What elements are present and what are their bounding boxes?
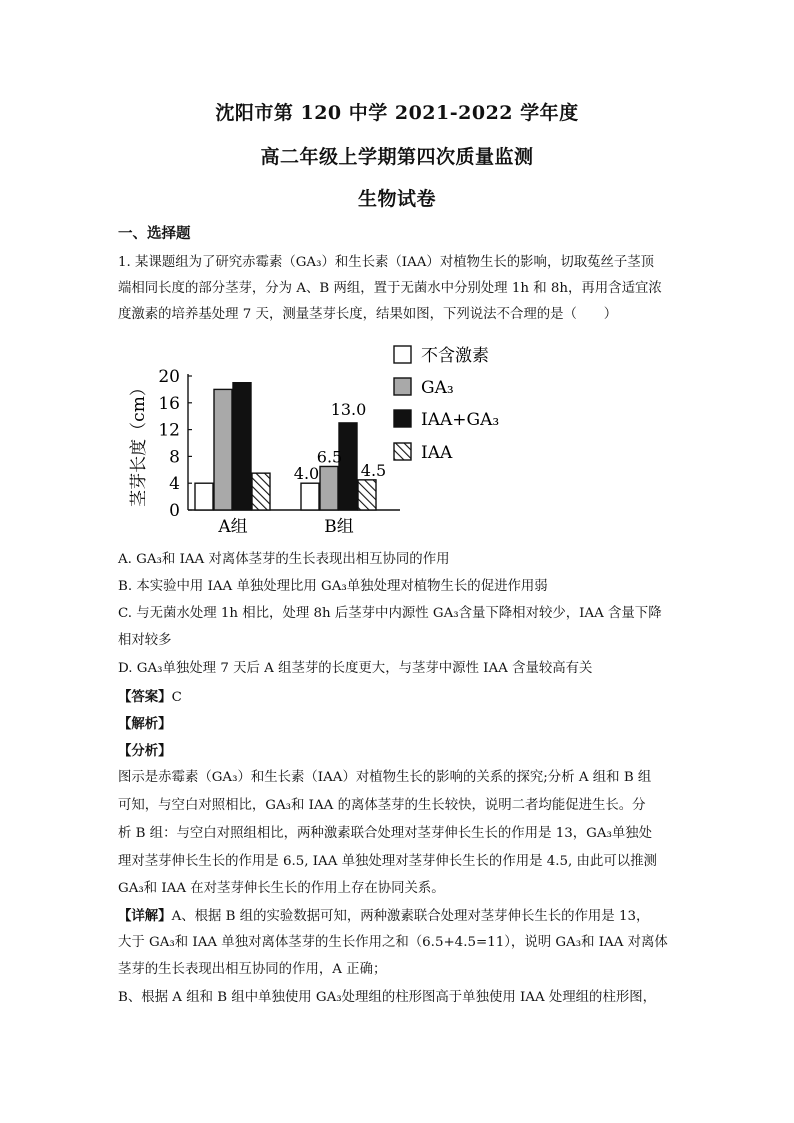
option-c-line2: 相对较多 (118, 633, 172, 648)
bar (195, 483, 213, 510)
bar (320, 466, 338, 510)
option-a: A. GA₃和 IAA 对离体茎芽的生长表现出相互协同的作用 (118, 552, 450, 567)
legend-swatch (394, 410, 411, 427)
x-category-label: A组 (218, 517, 248, 537)
answer-value: C (171, 690, 182, 705)
fenxi-line4: 理对茎芽伸长生长的作用是 6.5, IAA 单独处理对茎芽伸长生长的作用是 4.5, 由此可以推测 (118, 854, 657, 869)
legend-swatch (394, 443, 411, 460)
legend-label: GA₃ (421, 378, 454, 398)
bar (301, 483, 319, 510)
option-d: D. GA₃单独处理 7 天后 A 组茎芽的长度更大，与茎芽中源性 IAA 含量较高有关 (118, 661, 593, 676)
fenxi-line1: 图示是赤霉素（GA₃）和生长素（IAA）对植物生长的影响的关系的探究;分析 A 组和 B 组 (118, 770, 652, 785)
question-stem-line2: 端相同长度的部分茎芽，分为 A、B 两组，置于无菌水中分别处理 1h 和 8h，再用含适宜浓 (118, 281, 662, 296)
chart-legend (394, 346, 499, 463)
answer-label: 【答案】 (118, 689, 172, 705)
x-category-label: B组 (324, 517, 354, 537)
detail-text1: A、根据 B 组的实验数据可知，两种激素联合处理对茎芽伸长生长的作用是 13， (171, 909, 650, 924)
detail-line3: 茎芽的生长表现出相互协同的作用，A 正确； (118, 962, 387, 977)
fenxi-line5: GA₃和 IAA 在对茎芽伸长生长的作用上存在协同关系。 (118, 881, 445, 896)
answer-line (118, 688, 678, 707)
y-tick-label: 12 (158, 420, 180, 441)
fenxi-label: 【分析】 (118, 743, 172, 759)
y-axis-label: 茎芽长度（cm） (129, 379, 149, 507)
bar (252, 473, 270, 510)
legend-label: IAA (421, 443, 453, 463)
title-school: 沈阳市第 120 中学 2021-2022 学年度 (215, 102, 579, 124)
analysis-label: 【解析】 (118, 716, 172, 732)
y-tick-label: 16 (158, 393, 180, 414)
detail-line1 (118, 907, 678, 926)
y-tick-label: 0 (169, 501, 180, 521)
fenxi-line2: 可知，与空白对照相比，GA₃和 IAA 的离体茎芽的生长较快，说明二者均能促进生长。分 (118, 798, 646, 813)
y-tick-label: 4 (169, 474, 180, 495)
title-subject: 生物试卷 (357, 188, 436, 210)
detail-line4: B、根据 A 组和 B 组中单独使用 GA₃处理组的柱形图高于单独使用 IAA 处理组的柱形图， (118, 990, 657, 1005)
legend-label: 不含激素 (421, 346, 489, 366)
data-label: 6.5 (316, 447, 343, 467)
data-label: 13.0 (330, 399, 367, 419)
question-stem-line1: 1. 某课题组为了研究赤霉素（GA₃）和生长素（IAA）对植物生长的影响，切取菟丝子茎顶 (118, 255, 655, 270)
bar (214, 389, 232, 510)
bar (233, 383, 251, 510)
section-heading: 一、选择题 (118, 225, 191, 242)
option-b: B. 本实验中用 IAA 单独处理比用 GA₃单独处理对植物生长的促进作用弱 (118, 579, 548, 594)
bar-chart (118, 336, 538, 546)
detail-line2: 大于 GA₃和 IAA 单独对离体茎芽的生长作用之和（6.5+4.5=11），说明 GA₃和 IAA 对离体 (118, 935, 668, 950)
option-c-line1: C. 与无菌水处理 1h 相比，处理 8h 后茎芽中内源性 GA₃含量下降相对较少，IAA 含量下降 (118, 606, 662, 621)
question-stem-line3: 度激素的培养基处理 7 天，测量茎芽长度，结果如图，下列说法不合理的是（ ） (118, 307, 618, 322)
bar (358, 480, 376, 510)
title-exam: 高二年级上学期第四次质量监测 (260, 146, 534, 168)
legend-label: IAA+GA₃ (421, 410, 500, 430)
data-label: 4.0 (293, 464, 320, 484)
legend-swatch (394, 378, 411, 395)
detail-label: 【详解】 (118, 908, 172, 924)
legend-swatch (394, 346, 411, 363)
y-tick-label: 20 (158, 367, 180, 387)
fenxi-line3: 析 B 组：与空白对照组相比，两种激素联合处理对茎芽伸长生长的作用是 13，GA₃单独处 (118, 826, 653, 841)
data-label: 4.5 (360, 460, 387, 480)
y-tick-label: 8 (169, 447, 180, 468)
